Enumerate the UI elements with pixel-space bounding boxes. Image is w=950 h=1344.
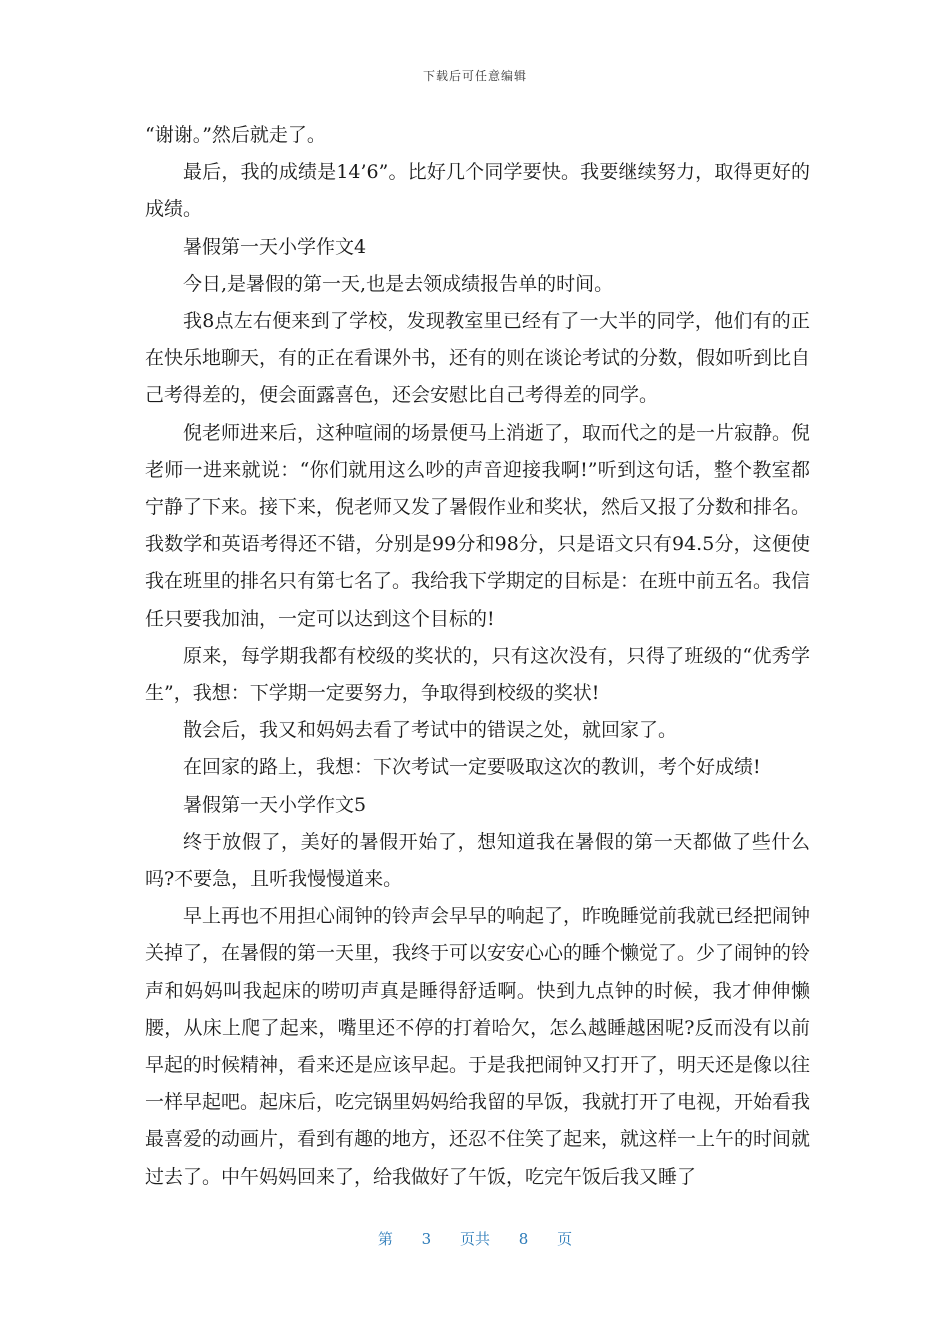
paragraph: “谢谢。”然后就走了。	[145, 124, 326, 146]
paragraph: 倪老师进来后，这种喧闹的场景便马上消逝了，取而代之的是一片寂静。倪老师一进来就说：“你们就用这么吵的声音迎接我啊!”听到这句话，整个教室都宁静了下来。接下来，倪老师又发了暑假作业和奖状，然后又报了分数和排名。我数学和英语考得还不错，分别是99分和98分，只是语文只有94.5分，这便使我在班里的排名只有第七名了。我给我下学期定的目标是：在班中前五名。我信任只要我加油，一定可以达到这个目标的!	[145, 421, 811, 630]
section-heading: 暑假第一天小学作文5	[183, 793, 367, 816]
paragraph: 我8点左右便来到了学校，发现教室里已经有了一大半的同学，他们有的正在快乐地聊天，有的正在看课外书，还有的则在谈论考试的分数，假如听到比自己考得差的，便会面露喜色，还会安慰比自己考得差的同学。	[145, 310, 811, 407]
paragraph: 今日,是暑假的第一天,也是去领成绩报告单的时间。	[183, 272, 614, 295]
footer-ye: 页	[557, 1230, 573, 1248]
page-footer	[0, 1228, 950, 1249]
paragraph: 终于放假了，美好的暑假开始了，想知道我在暑假的第一天都做了些什么吗?不要急，且听我慢慢道来。	[145, 830, 810, 891]
footer-ye-gong: 页共	[459, 1230, 490, 1248]
paragraph: 早上再也不用担心闹钟的铃声会早早的响起了，昨晚睡觉前我就已经把闹钟关掉了，在暑假的第一天里，我终于可以安安心心的睡个懒觉了。少了闹钟的铃声和妈妈叫我起床的唠叨声真是睡得舒适啊。快到九点钟的时候，我才伸伸懒腰，从床上爬了起来，嘴里还不停的打着哈欠，怎么越睡越困呢?反而没有以前早起的时候精神，看来还是应该早起。于是我把闹钟又打开了，明天还是像以往一样早起吧。起床后，吃完锅里妈妈给我留的早饭，我就打开了电视，开始看我最喜爱的动画片，看到有趣的地方，还忍不住笑了起来，就这样一上午的时间就过去了。中午妈妈回来了，给我做好了午饭，吃完午饭后我又睡了	[145, 905, 811, 1188]
section-heading: 暑假第一天小学作文4	[183, 235, 367, 258]
document-body	[145, 117, 810, 1196]
footer-total-pages: 8	[518, 1230, 529, 1248]
footer-di: 第	[377, 1230, 393, 1248]
footer-page-number: 3	[421, 1230, 432, 1248]
paragraph: 在回家的路上，我想：下次考试一定要吸取这次的教训，考个好成绩!	[183, 756, 761, 779]
paragraph: 最后，我的成绩是14’6”。比好几个同学要快。我要继续努力，取得更好的成绩。	[145, 161, 810, 221]
paragraph: 原来，每学期我都有校级的奖状的，只有这次没有，只得了班级的“优秀学生”，我想：下学期一定要努力，争取得到校级的奖状!	[145, 644, 810, 705]
paragraph: 散会后，我又和妈妈去看了考试中的错误之处，就回家了。	[183, 719, 678, 742]
page-header: 下载后可任意编辑	[422, 69, 527, 83]
